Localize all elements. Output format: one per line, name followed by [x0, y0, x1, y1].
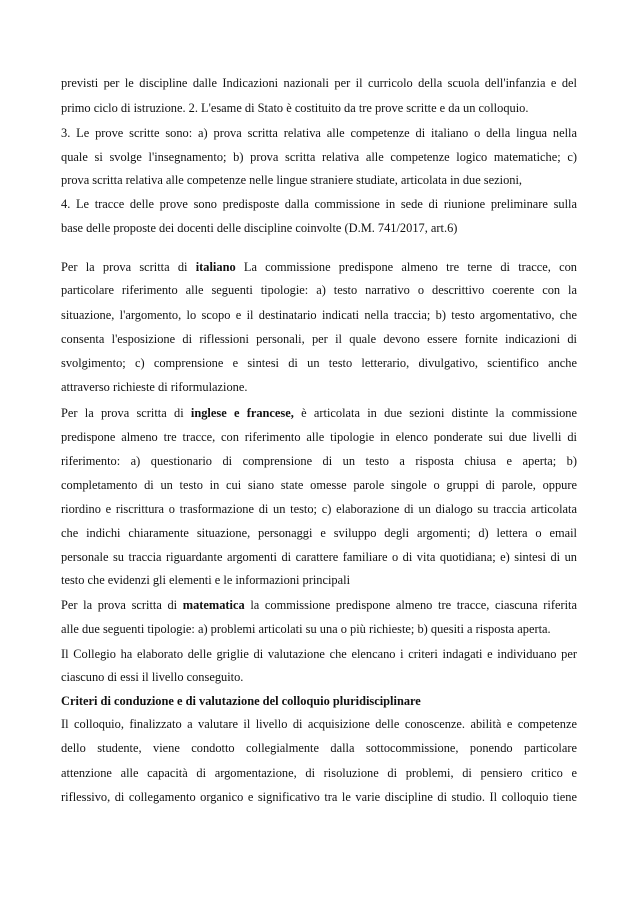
text-line	[61, 259, 577, 275]
text-line	[61, 597, 577, 613]
text-line: svolgimento; c) comprensione e sintesi di un testo letterario, divulgativo, scientifico anche	[61, 356, 577, 370]
text-segment: la commissione predispone almeno tre tracce, ciascuna riferita	[244, 598, 577, 612]
text-line: base delle proposte dei docenti delle discipline coinvolte (D.M. 741/2017, art.6)	[61, 221, 458, 235]
text-line: completamento di un testo in cui siano state omesse parole singole o gruppi di parole, oppure	[61, 478, 577, 492]
bold-subject: italiano	[195, 260, 236, 274]
text-line: Il Collegio ha elaborato delle griglie di valutazione che elencano i criteri indagati e individuano per	[61, 647, 577, 661]
text-line: consenta l'esposizione di riflessioni personali, per il quale devono essere fornite indicazioni di	[61, 332, 577, 346]
bold-subject: matematica	[182, 598, 245, 612]
text-line: primo ciclo di istruzione. 2. L'esame di Stato è costituito da tre prove scritte e da un colloquio.	[61, 101, 529, 115]
text-segment: è articolata in due sezioni distinte la commissione	[293, 406, 577, 420]
text-line: particolare riferimento alle seguenti tipologie: a) testo narrativo o descrittivo coerente con la	[61, 283, 577, 297]
text-line: che indichi chiaramente situazione, personaggi e sviluppo degli argomenti; d) lettera o email	[61, 526, 577, 540]
text-line: previsti per le discipline dalle Indicazioni nazionali per il curricolo della scuola dell'infanzia e del	[61, 76, 577, 90]
text-segment: Per la prova scritta di	[61, 260, 196, 274]
text-line: prova scritta relativa alle competenze nelle lingue straniere studiate, articolata in due sezioni,	[61, 173, 523, 187]
text-line: alle due seguenti tipologie: a) problemi articolati su una o più richieste; b) quesiti a risposta aperta.	[61, 622, 551, 636]
text-segment: Per la prova scritta di	[61, 406, 191, 420]
text-line: attenzione alle capacità di argomentazione, di risoluzione di problemi, di pensiero critico e	[61, 766, 577, 780]
text-line: predispone almeno tre tracce, con riferimento alle tipologie in elenco ponderate sui due livelli di	[61, 430, 577, 444]
bold-subject: inglese e francese,	[190, 406, 294, 420]
text-line: riordino e riscrittura o trasformazione di un testo; c) elaborazione di un dialogo su traccia articolata	[61, 502, 577, 516]
text-segment: La commissione predispone almeno tre terne di tracce, con	[235, 260, 577, 274]
text-line: riferimento: a) questionario di comprensione di un testo a risposta chiusa e aperta; b)	[61, 454, 577, 468]
text-line: Il colloquio, finalizzato a valutare il livello di acquisizione delle conoscenze. abilità e competenze	[61, 717, 577, 731]
text-line	[61, 405, 577, 421]
text-line: personale su traccia riguardante argomenti di carattere familiare o di vita quotidiana; e) sintesi di un	[61, 550, 577, 564]
text-line: situazione, l'argomento, lo scopo e il destinatario indicati nella traccia; b) testo argomentativo, che	[61, 308, 577, 322]
text-segment: Per la prova scritta di	[61, 598, 183, 612]
text-line: 4. Le tracce delle prove sono predisposte dalla commissione in sede di riunione preliminare sulla	[61, 197, 577, 211]
text-line: ciascuno di essi il livello conseguito.	[61, 670, 244, 684]
text-line: riflessivo, di collegamento organico e significativo tra le varie discipline di studio. Il colloquio tiene	[61, 790, 577, 804]
text-line: attraverso richieste di riformulazione.	[61, 380, 248, 394]
text-line: testo che evidenzi gli elementi e le informazioni principali	[61, 573, 351, 587]
section-heading	[61, 693, 577, 709]
text-line: dello studente, viene condotto collegialmente dalla sottocommissione, ponendo particolare	[61, 741, 577, 755]
text-line: quale si svolge l'insegnamento; b) prova scritta relativa alle competenze logico matematiche; c)	[61, 150, 577, 164]
text-line: 3. Le prove scritte sono: a) prova scritta relativa alle competenze di italiano o della lingua nella	[61, 126, 577, 140]
section-heading-text: Criteri di conduzione e di valutazione del colloquio pluridisciplinare	[61, 694, 421, 708]
